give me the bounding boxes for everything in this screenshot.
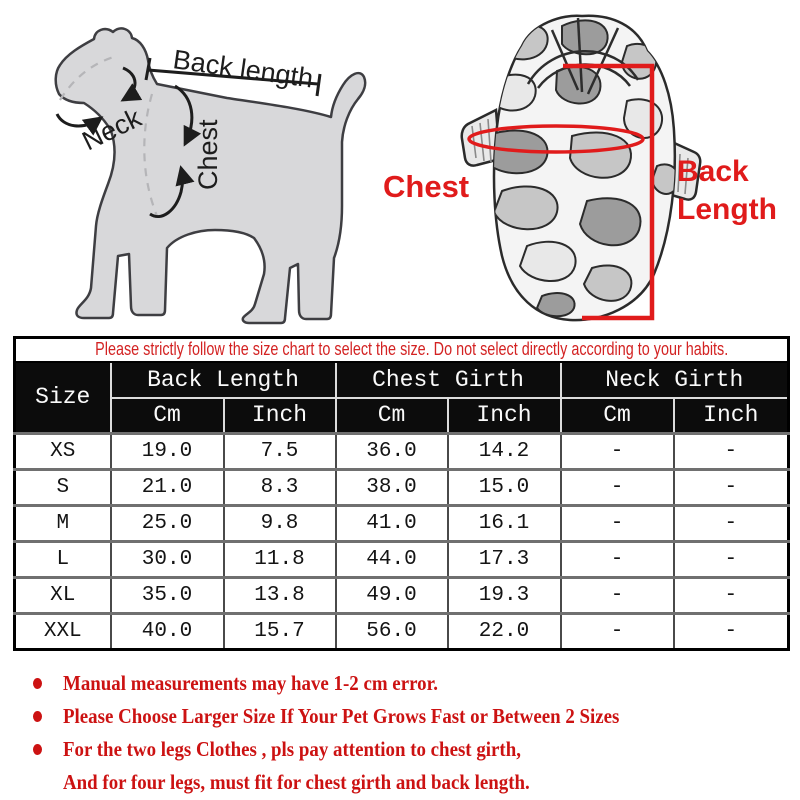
header-size: Size [15, 362, 111, 434]
table-cell: M [15, 506, 111, 542]
bullet-icon [33, 711, 42, 722]
unit-cell: Cm [561, 398, 674, 434]
header-chest-girth: Chest Girth [336, 362, 561, 398]
unit-cell: Cm [336, 398, 448, 434]
table-cell: 11.8 [224, 542, 336, 578]
header-neck-girth: Neck Girth [561, 362, 789, 398]
table-row-m [15, 506, 789, 542]
table-cell: - [674, 470, 789, 506]
note-line-continuation [33, 766, 783, 799]
table-cell: - [561, 614, 674, 650]
dog-measurement-diagram [5, 10, 395, 332]
header-group-row [15, 362, 789, 398]
garment-back-length-label [677, 153, 777, 229]
table-row-xxl [15, 614, 789, 650]
garment-back-line2: Length [677, 193, 777, 226]
neck-label: Neck [77, 102, 146, 157]
table-row-xl [15, 578, 789, 614]
table-cell: 8.3 [224, 470, 336, 506]
note-text: For the two legs Clothes , pls pay attention to chest girth, [63, 737, 521, 761]
note-line [33, 733, 783, 766]
note-text: Manual measurements may have 1-2 cm error. [63, 671, 438, 695]
table-cell: - [561, 506, 674, 542]
note-line [33, 700, 783, 733]
note-line [33, 667, 783, 700]
camo-hoodie-illustration [432, 6, 714, 328]
unit-cell: Inch [448, 398, 561, 434]
table-cell: L [15, 542, 111, 578]
table-cell: XXL [15, 614, 111, 650]
table-cell: 25.0 [111, 506, 224, 542]
table-cell: 41.0 [336, 506, 448, 542]
notice-text: Please strictly follow the size chart to select the size. Do not select directly according to your habits. [95, 339, 729, 360]
table-cell: 7.5 [224, 434, 336, 470]
garment-chest-label: Chest [383, 169, 470, 204]
table-cell: XL [15, 578, 111, 614]
table-cell: - [674, 614, 789, 650]
garment-back-line1: Back [677, 155, 749, 188]
table-cell: 44.0 [336, 542, 448, 578]
table-cell: - [674, 506, 789, 542]
table-cell: - [561, 542, 674, 578]
header-units-row [15, 398, 789, 434]
back-length-label: Back length [171, 44, 316, 94]
table-cell: - [674, 542, 789, 578]
notice-cell [15, 338, 789, 362]
table-row-l [15, 542, 789, 578]
table-cell: 30.0 [111, 542, 224, 578]
size-chart-table [13, 336, 790, 651]
unit-cell: Cm [111, 398, 224, 434]
header-back-length: Back Length [111, 362, 336, 398]
table-cell: - [561, 470, 674, 506]
table-cell: - [561, 578, 674, 614]
table-row-s [15, 470, 789, 506]
table-cell: 17.3 [448, 542, 561, 578]
table-cell: 15.0 [448, 470, 561, 506]
table-cell: 35.0 [111, 578, 224, 614]
table-cell: 56.0 [336, 614, 448, 650]
unit-cell: Inch [674, 398, 789, 434]
table-cell: - [674, 434, 789, 470]
chest-label: Chest [193, 119, 223, 190]
table-cell: 36.0 [336, 434, 448, 470]
table-cell: 19.0 [111, 434, 224, 470]
table-cell: 21.0 [111, 470, 224, 506]
notice-row [15, 338, 789, 362]
table-cell: 22.0 [448, 614, 561, 650]
table-cell: XS [15, 434, 111, 470]
table-cell: 13.8 [224, 578, 336, 614]
table-cell: 40.0 [111, 614, 224, 650]
table-cell: 38.0 [336, 470, 448, 506]
table-cell: - [561, 434, 674, 470]
table-row-xs [15, 434, 789, 470]
table-cell: - [674, 578, 789, 614]
note-text: Please Choose Larger Size If Your Pet Grows Fast or Between 2 Sizes [63, 704, 620, 728]
unit-cell: Inch [224, 398, 336, 434]
table-cell: 9.8 [224, 506, 336, 542]
bullet-icon [33, 744, 42, 755]
footnotes [33, 667, 783, 799]
table-cell: 49.0 [336, 578, 448, 614]
note-text: And for four legs, must fit for chest girth and back length. [63, 770, 530, 794]
table-cell: 15.7 [224, 614, 336, 650]
table-cell: 19.3 [448, 578, 561, 614]
bullet-icon [33, 678, 42, 689]
table-cell: 16.1 [448, 506, 561, 542]
table-cell: S [15, 470, 111, 506]
table-cell: 14.2 [448, 434, 561, 470]
